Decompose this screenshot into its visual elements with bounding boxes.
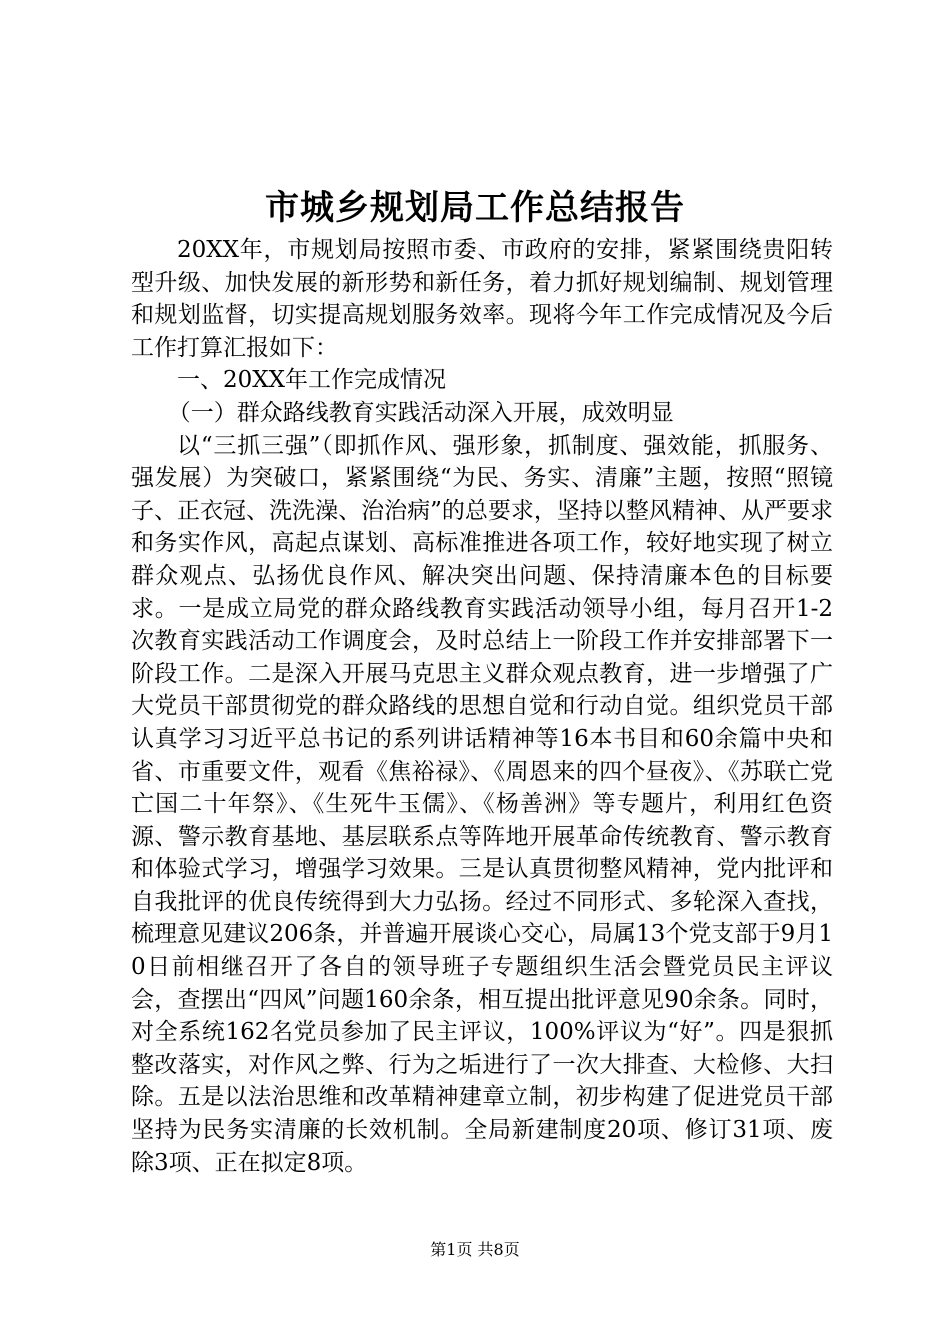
- subsection-heading: （一）群众路线教育实践活动深入开展，成效明显: [167, 399, 674, 426]
- body-paragraph: 以“三抓三强”（即抓作风、强形象，抓制度、强效能，抓服务、强发展）为突破口，紧紧围绕“为民、务实、清廉”主题，按照“照镜子、正衣冠、洗洗澡、治治病”的总要求，坚持以整风精神、从严要求和务实作风，高起点谋划、高标准推进各项工作，较好地实现了树立群众观点、弘扬优良作风、解决突出问题、保持清廉本色的目标要求。一是成立局党的群众路线教育实践活动领导小组，每月召开1-2次教育实践活动工作调度会，及时总结上一阶段工作并安排部署下一阶段工作。二是深入开展马克思主义群众观点教育，进一步增强了广大党员干部贯彻党的群众路线的思想自觉和行动自觉。组织党员干部认真学习习近平总书记的系列讲话精神等16本书目和60余篇中央和省、市重要文件，观看《焦裕禄》、《周恩来的四个昼夜》、《苏联亡党亡国二十年祭》、《生死牛玉儒》、《杨善洲》等专题片，利用红色资源、警示教育基地、基层联系点等阵地开展革命传统教育、警示教育和体验式学习，增强学习效果。三是认真贯彻整风精神，党内批评和自我批评的优良传统得到大力弘扬。经过不同形式、多轮深入查找，梳理意见建议206条，并普遍开展谈心交心，局属13个党支部于9月10日前相继召开了各自的领导班子专题组织生活会暨党员民主评议会，查摆出“四风”问题160余条，相互提出批评意见90余条。同时，对全系统162名党员参加了民主评议，100%评议为“好”。四是狠抓整改落实，对作风之弊、行为之垢进行了一次大排查、大检修、大扫除。五是以法治思维和改革精神建章立制，初步构建了促进党员干部坚持为民务实清廉的长效机制。全局新建制度20项、修订31项、废除3项、正在拟定8项。: [131, 432, 833, 1176]
- document-title: 市城乡规划局工作总结报告: [265, 188, 685, 228]
- intro-paragraph: 20XX年，市规划局按照市委、市政府的安排，紧紧围绕贵阳转型升级、加快发展的新形势和新任务，着力抓好规划编制、规划管理和规划监督，切实提高规划服务效率。现将今年工作完成情况及今后工作打算汇报如下：: [131, 237, 833, 361]
- section-heading: 一、20XX年工作完成情况: [177, 367, 447, 394]
- page-footer: 第1页 共8页: [430, 1240, 520, 1259]
- document-body: [131, 234, 833, 1179]
